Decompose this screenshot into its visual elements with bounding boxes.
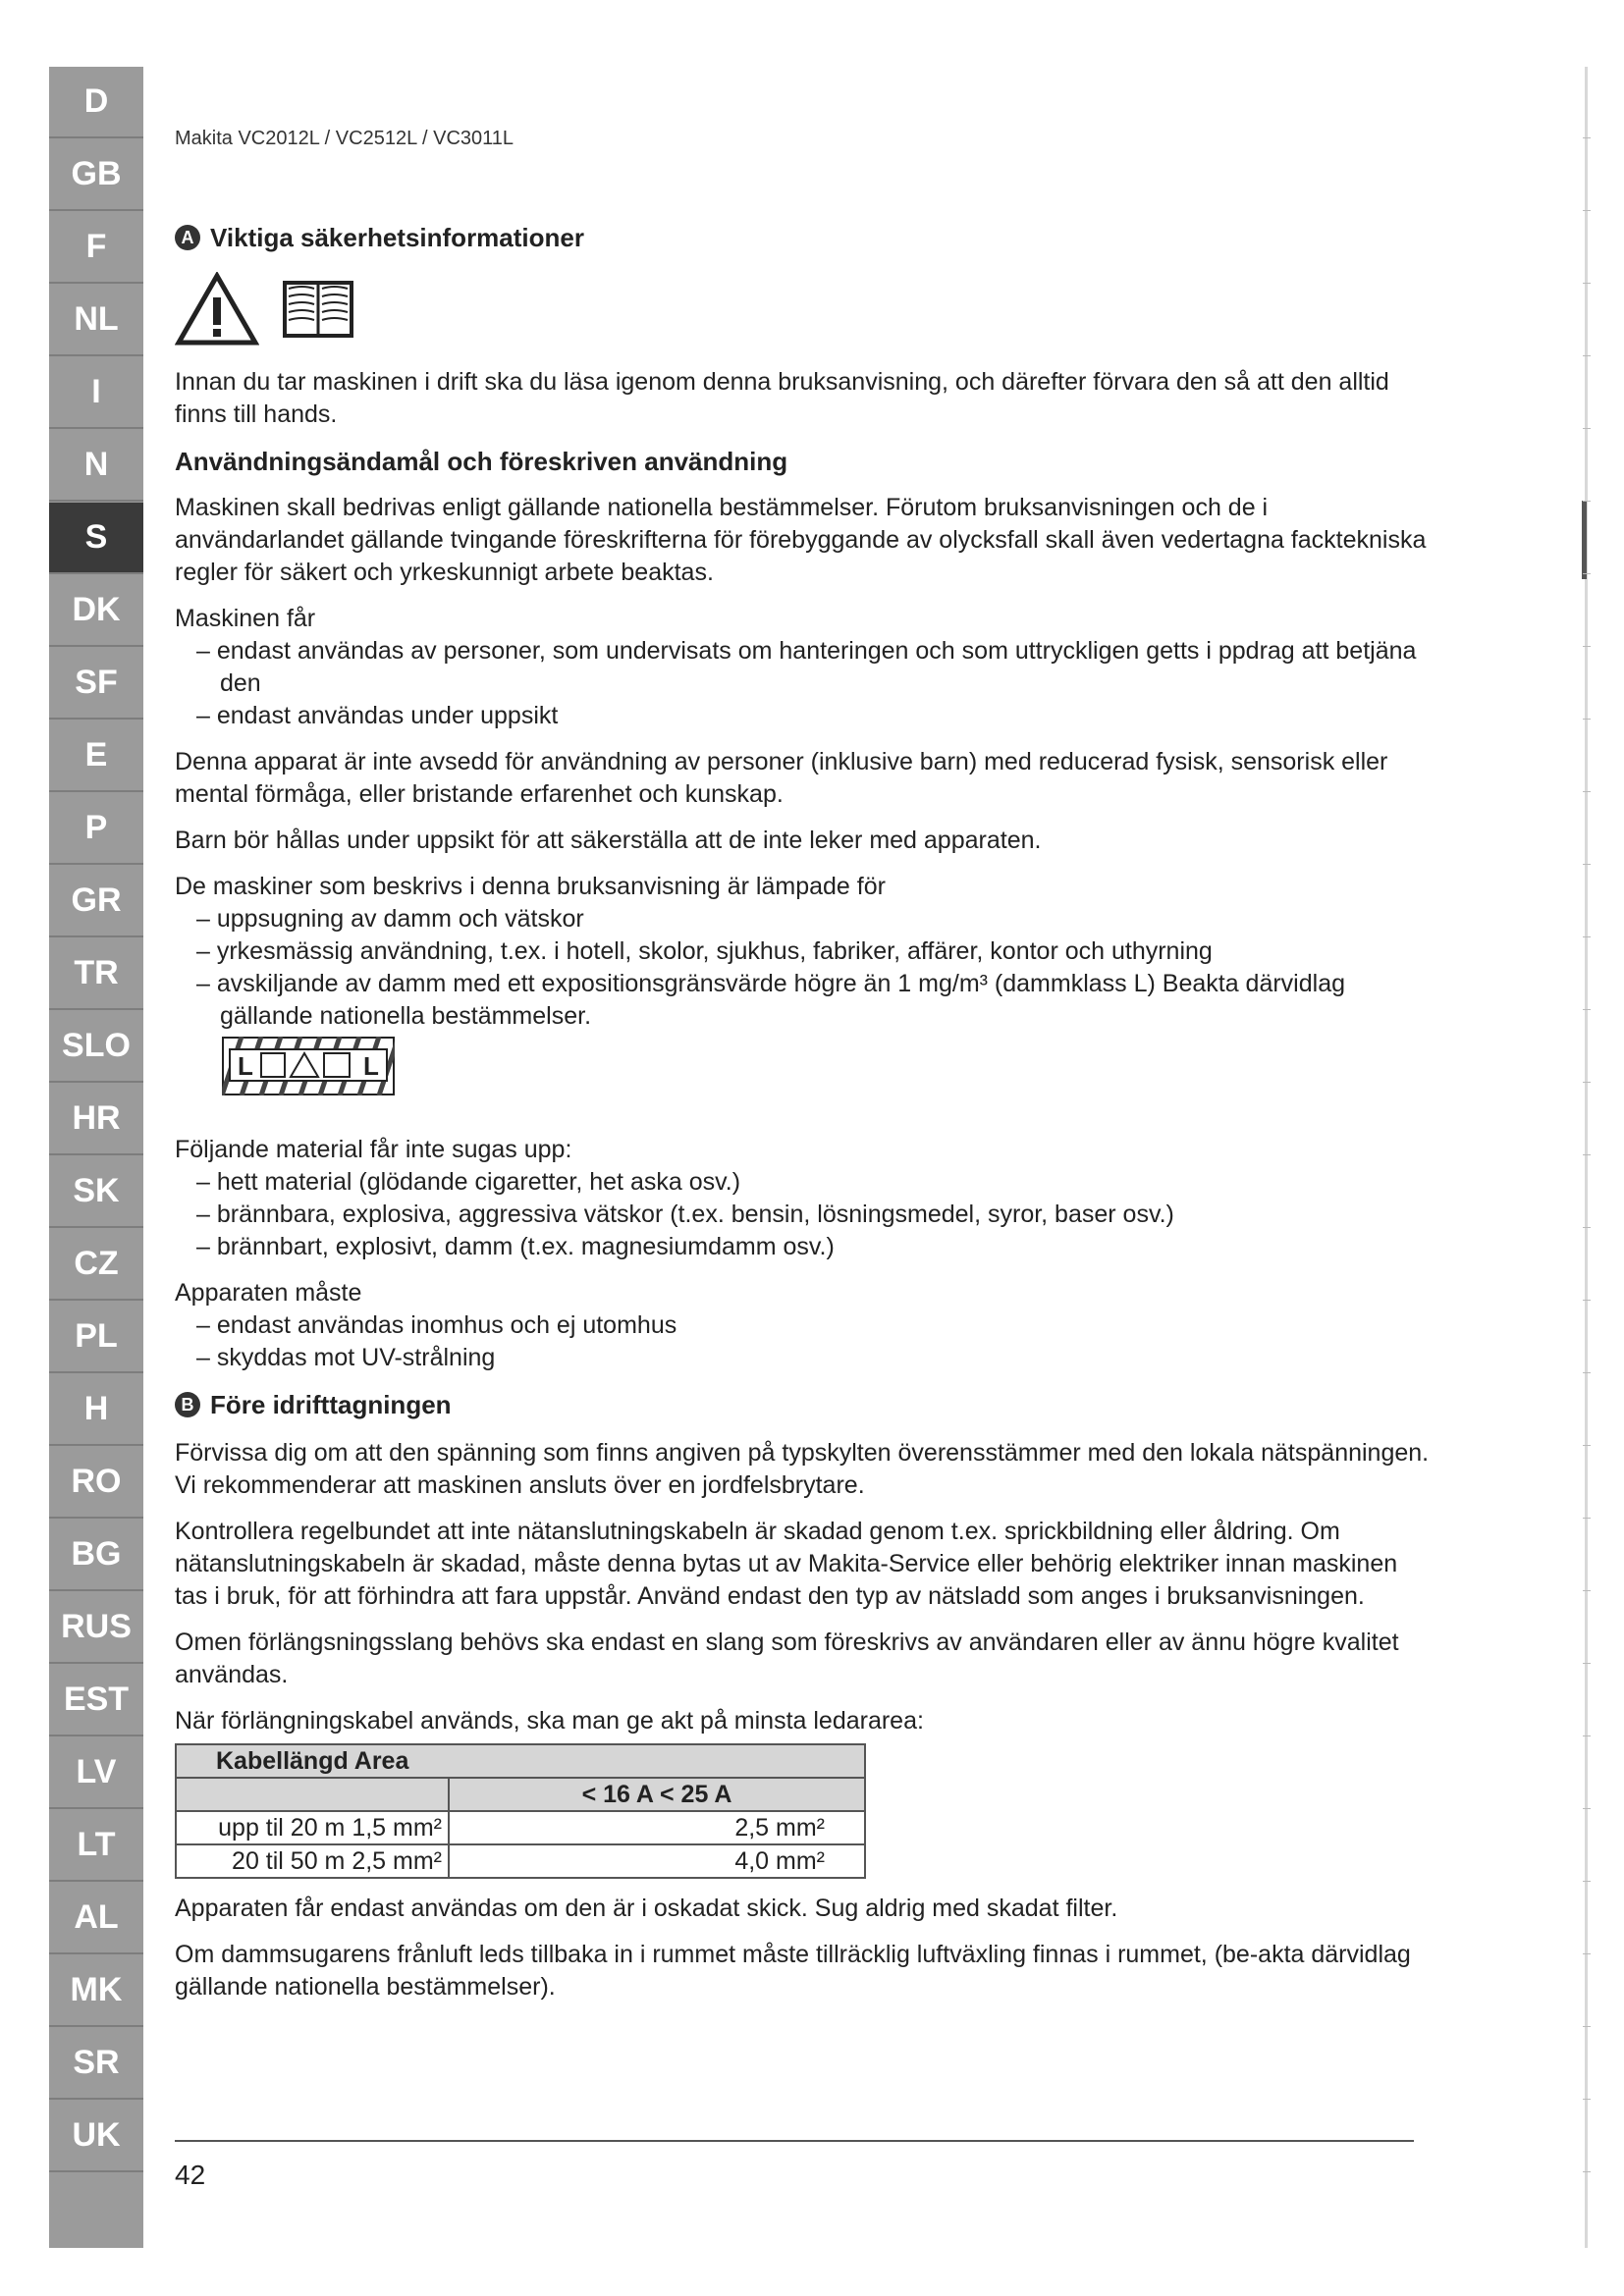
margin-tick [1583,1154,1591,1155]
margin-tick [1583,1590,1591,1591]
warning-triangle-icon [175,272,259,347]
forbidden-label: Följande material får inte sugas upp: [175,1136,572,1163]
table-cell: 4,0 mm² [449,1844,865,1878]
usage-subheading: Användningsändamål och föreskriven användning [175,447,788,476]
suitable-list [175,903,1432,1033]
children-paragraph: Barn bör hållas under uppsikt för att säkerställa att de inte leker med apparaten. [175,827,1042,854]
language-tab-bg: BG [49,1520,143,1591]
section-a-title-text: Viktiga säkerhetsinformationer [210,223,584,252]
margin-tick [1583,1953,1591,1954]
table-cell: upp til 20 m 1,5 mm² [176,1811,449,1844]
margin-tick [1583,137,1591,138]
section-b-title [175,1388,1432,1421]
section-b-title-text: Före idrifttagningen [210,1390,452,1419]
manual-book-icon [279,277,357,342]
table-cell: 2,5 mm² [449,1811,865,1844]
language-tab-nl: NL [49,285,143,356]
language-tab-sk: SK [49,1156,143,1228]
condition-paragraph: Apparaten får endast användas om den är i oskadat skick. Sug aldrig med skadat filter. [175,1895,1118,1922]
margin-tick [1583,2099,1591,2100]
margin-tick [1583,210,1591,211]
margin-tick [1583,864,1591,865]
language-tab-cz: CZ [49,1229,143,1301]
language-tab-slo: SLO [49,1011,143,1083]
language-tab-sf: SF [49,648,143,720]
language-tab-gr: GR [49,866,143,937]
section-b-badge: B [175,1392,200,1417]
margin-tick [1583,283,1591,284]
margin-tick [1583,355,1591,356]
right-margin-line [1585,67,1588,2248]
page-number: 42 [175,2160,206,2190]
language-tab-sr: SR [49,2028,143,2100]
dust-class-l-icon [222,1037,395,1095]
device-must-label: Apparaten måste [175,1279,362,1307]
list-item: – endast användas av personer, som undervisats om hanteringen och som uttryckligen getts i ppdrag att betjäna den [175,635,1432,700]
margin-tick [1583,936,1591,937]
machine-may-label: Maskinen får [175,605,316,632]
language-tab-dk: DK [49,575,143,647]
table-row [176,1811,865,1844]
margin-tick [1583,501,1591,502]
language-tab-uk: UK [49,2101,143,2172]
forbidden-list [175,1166,1432,1263]
table-cell: 20 til 50 m 2,5 mm² [176,1844,449,1878]
machine-may-list [175,635,1432,732]
table-subheader-row [176,1778,865,1811]
dust-class-right-letter: L [363,1051,379,1081]
voltage-paragraph: Förvissa dig om att den spänning som finns angiven på typskylten överensstämmer med den lokala nätspänningen. Vi rekommenderar att maskinen ansluts över en jordfelsbrytare. [175,1439,1430,1499]
section-a-badge: A [175,225,200,250]
extension-hose-paragraph: Omen förlängsningsslang behövs ska endast en slang som föreskrivs av användaren eller av ännu högre kvalitet användas. [175,1629,1399,1688]
list-item: – uppsugning av damm och vätskor [175,903,1432,935]
safety-icons [175,270,1432,348]
margin-tick [1583,2026,1591,2027]
section-a-title [175,221,1432,254]
extension-cable-paragraph: När förlängningskabel används, ska man ge akt på minsta ledararea: [175,1707,924,1735]
intro-paragraph: Innan du tar maskinen i drift ska du läsa igenom denna bruksanvisning, och därefter förvara den så att den alltid finns till hands. [175,368,1389,428]
page-content [175,221,1432,2017]
list-item: – avskiljande av damm med ett expositionsgränsvärde högre än 1 mg/m³ (dammklass L) Beakta därvidlag gällande nationella bestämmelser. [175,968,1432,1033]
margin-tick [1583,428,1591,429]
list-item: – brännbart, explosivt, damm (t.ex. magnesiumdamm osv.) [175,1231,1432,1263]
table-row [176,1844,865,1878]
language-tab-al: AL [49,1883,143,1954]
margin-tick [1583,791,1591,792]
margin-tick [1583,1300,1591,1301]
language-sidebar [49,67,143,2248]
language-tab-lv: LV [49,1737,143,1809]
margin-tick [1583,1372,1591,1373]
list-item: – yrkesmässig användning, t.ex. i hotell, skolor, sjukhus, fabriker, affärer, kontor och uthyrning [175,935,1432,968]
language-tab-i: I [49,357,143,429]
language-tab-est: EST [49,1665,143,1736]
margin-tick [1583,1445,1591,1446]
persons-paragraph: Denna apparat är inte avsedd för användning av personer (inklusive barn) med reducerad fysisk, sensorisk eller mental förmåga, eller bristande erfarenhet och kunskap. [175,748,1388,808]
language-tab-tr: TR [49,938,143,1010]
margin-tick [1583,1663,1591,1664]
footer-rule [175,2140,1414,2142]
list-item: – hett material (glödande cigaretter, het aska osv.) [175,1166,1432,1199]
margin-tick [1583,2171,1591,2172]
right-margin-marker [1582,501,1587,579]
language-tab-lt: LT [49,1810,143,1882]
language-tab-pl: PL [49,1302,143,1373]
language-tab-e: E [49,721,143,792]
suitable-label: De maskiner som beskrivs i denna bruksanvisning är lämpade för [175,873,886,900]
margin-tick [1583,1735,1591,1736]
margin-tick [1583,1518,1591,1519]
table-header-cell: Kabellängd Area [176,1744,865,1778]
list-item: – brännbara, explosiva, aggressiva vätskor (t.ex. bensin, lösningsmedel, syror, baser osv.) [175,1199,1432,1231]
document-header: Makita VC2012L / VC2512L / VC3011L [175,128,514,149]
margin-tick [1583,1227,1591,1228]
device-must-list [175,1309,1432,1374]
cable-area-table [175,1743,866,1879]
usage-paragraph: Maskinen skall bedrivas enligt gällande nationella bestämmelser. Förutom bruksanvisningen och de i användarlandet gällande tvingande föreskrifterna för förebyggande av olycksfall skall även vedertagna facktekniska regler för säkert och yrkeskunnigt arbete beaktas. [175,494,1427,586]
dust-class-left-letter: L [238,1051,253,1081]
language-tab-p: P [49,793,143,865]
table-subheader-cell: < 16 A < 25 A [449,1778,865,1811]
language-tab-n: N [49,430,143,502]
cable-check-paragraph: Kontrollera regelbundet att inte nätanslutningskabeln är skadad genom t.ex. sprickbildning eller åldring. Om nätanslutningskabeln är skadad, måste denna bytas ut av Makita-Service eller behörig elektriker innan maskinen tas i bruk, för att förhindra att fara uppstår. Använd endast den typ av nätsladd som anges i bruksanvisningen. [175,1518,1398,1610]
language-tab-d: D [49,67,143,138]
language-tab-rus: RUS [49,1592,143,1664]
margin-tick [1583,646,1591,647]
language-tab-h: H [49,1374,143,1446]
language-tab-ro: RO [49,1447,143,1519]
language-tab-s: S [49,503,143,574]
margin-tick [1583,1009,1591,1010]
list-item: – endast användas under uppsikt [175,700,1432,732]
list-item: – endast användas inomhus och ej utomhus [175,1309,1432,1342]
margin-tick [1583,1881,1591,1882]
margin-tick [1583,573,1591,574]
margin-tick [1583,1808,1591,1809]
language-tab-mk: MK [49,1955,143,2027]
language-tab-f: F [49,212,143,284]
language-tab-gb: GB [49,139,143,211]
list-item: – skyddas mot UV-strålning [175,1342,1432,1374]
margin-tick [1583,1082,1591,1083]
exhaust-paragraph: Om dammsugarens frånluft leds tillbaka in i rummet måste tillräcklig luftväxling finnas i rummet, (be-akta därvidlag gällande nationella bestämmelser). [175,1941,1411,2001]
table-header-row [176,1744,865,1778]
margin-tick [1583,719,1591,720]
dust-class-label [222,1037,1432,1104]
language-tab-hr: HR [49,1084,143,1155]
